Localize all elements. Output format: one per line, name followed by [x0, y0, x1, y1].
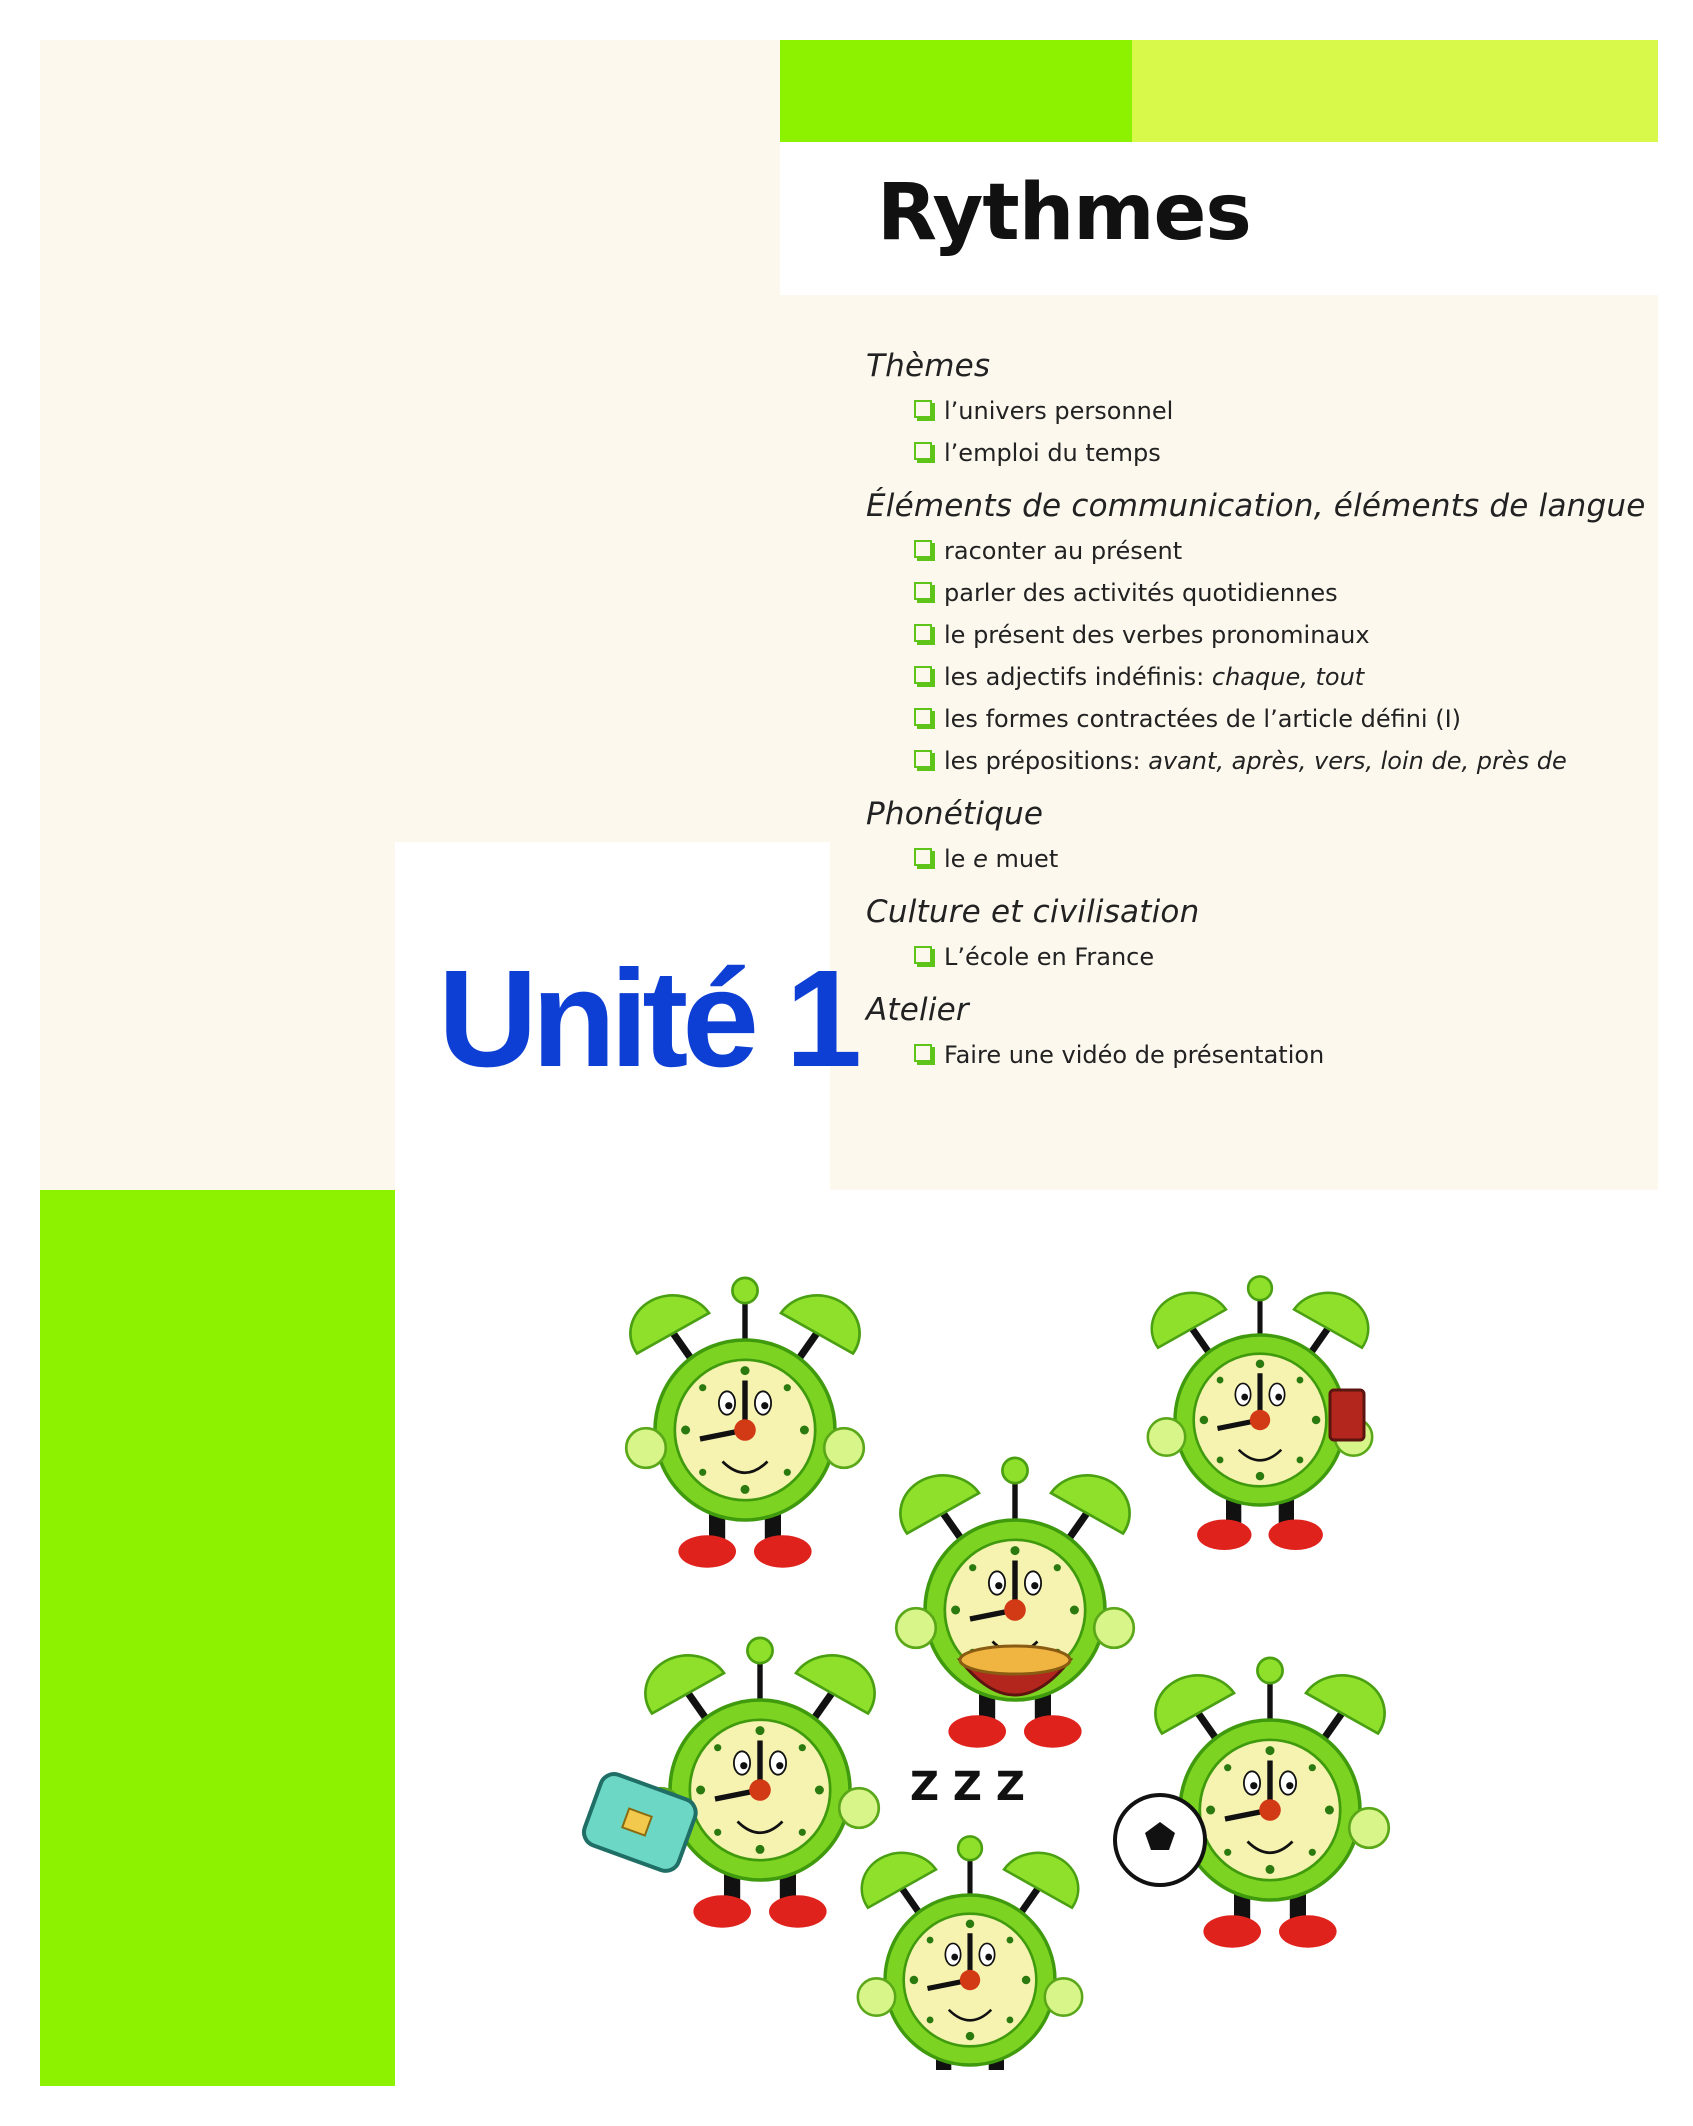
- section-heading: Atelier: [866, 992, 969, 1028]
- green-header-bar: [780, 40, 1132, 142]
- sleep-z-text: Z Z Z: [910, 1764, 1025, 1810]
- list-item: Faire une vidéo de présentation: [914, 1034, 1666, 1076]
- checkbox-icon: [914, 624, 932, 642]
- checkbox-icon: [914, 442, 932, 460]
- list-item: raconter au présent: [914, 530, 1666, 572]
- checkbox-icon: [914, 666, 932, 684]
- section-atelier: [866, 992, 1666, 1076]
- section-heading: Culture et civilisation: [866, 894, 1200, 930]
- section-communication: [866, 488, 1666, 782]
- section-heading: Thèmes: [866, 348, 991, 384]
- list-item: le présent des verbes pronominaux: [914, 614, 1666, 656]
- lime-header-bar: [1132, 40, 1658, 142]
- checkbox-icon: [914, 1044, 932, 1062]
- unit-label: Unité 1: [438, 942, 857, 1096]
- checkbox-icon: [914, 400, 932, 418]
- list-item: les formes contractées de l’article défini (I): [914, 698, 1666, 740]
- checkbox-icon: [914, 540, 932, 558]
- section-culture: [866, 894, 1666, 978]
- green-side-bar: [40, 1190, 395, 2086]
- checkbox-icon: [914, 708, 932, 726]
- section-phonetique: [866, 796, 1666, 880]
- alarm-clocks-illustration: [560, 1190, 1440, 2070]
- list-item: les adjectifs indéfinis: chaque, tout: [914, 656, 1666, 698]
- list-item: le e muet: [914, 838, 1666, 880]
- list-item: l’univers personnel: [914, 390, 1666, 432]
- unit-contents: [866, 348, 1666, 1090]
- checkbox-icon: [914, 946, 932, 964]
- checkbox-icon: [914, 582, 932, 600]
- checkbox-icon: [914, 848, 932, 866]
- list-item: parler des activités quotidiennes: [914, 572, 1666, 614]
- page-title: Rythmes: [877, 168, 1251, 258]
- section-heading: Éléments de communication, éléments de langue: [866, 488, 1646, 524]
- list-item: l’emploi du temps: [914, 432, 1666, 474]
- list-item: les prépositions: avant, après, vers, loin de, près de: [914, 740, 1666, 782]
- section-themes: [866, 348, 1666, 474]
- checkbox-icon: [914, 750, 932, 768]
- section-heading: Phonétique: [866, 796, 1044, 832]
- list-item: L’école en France: [914, 936, 1666, 978]
